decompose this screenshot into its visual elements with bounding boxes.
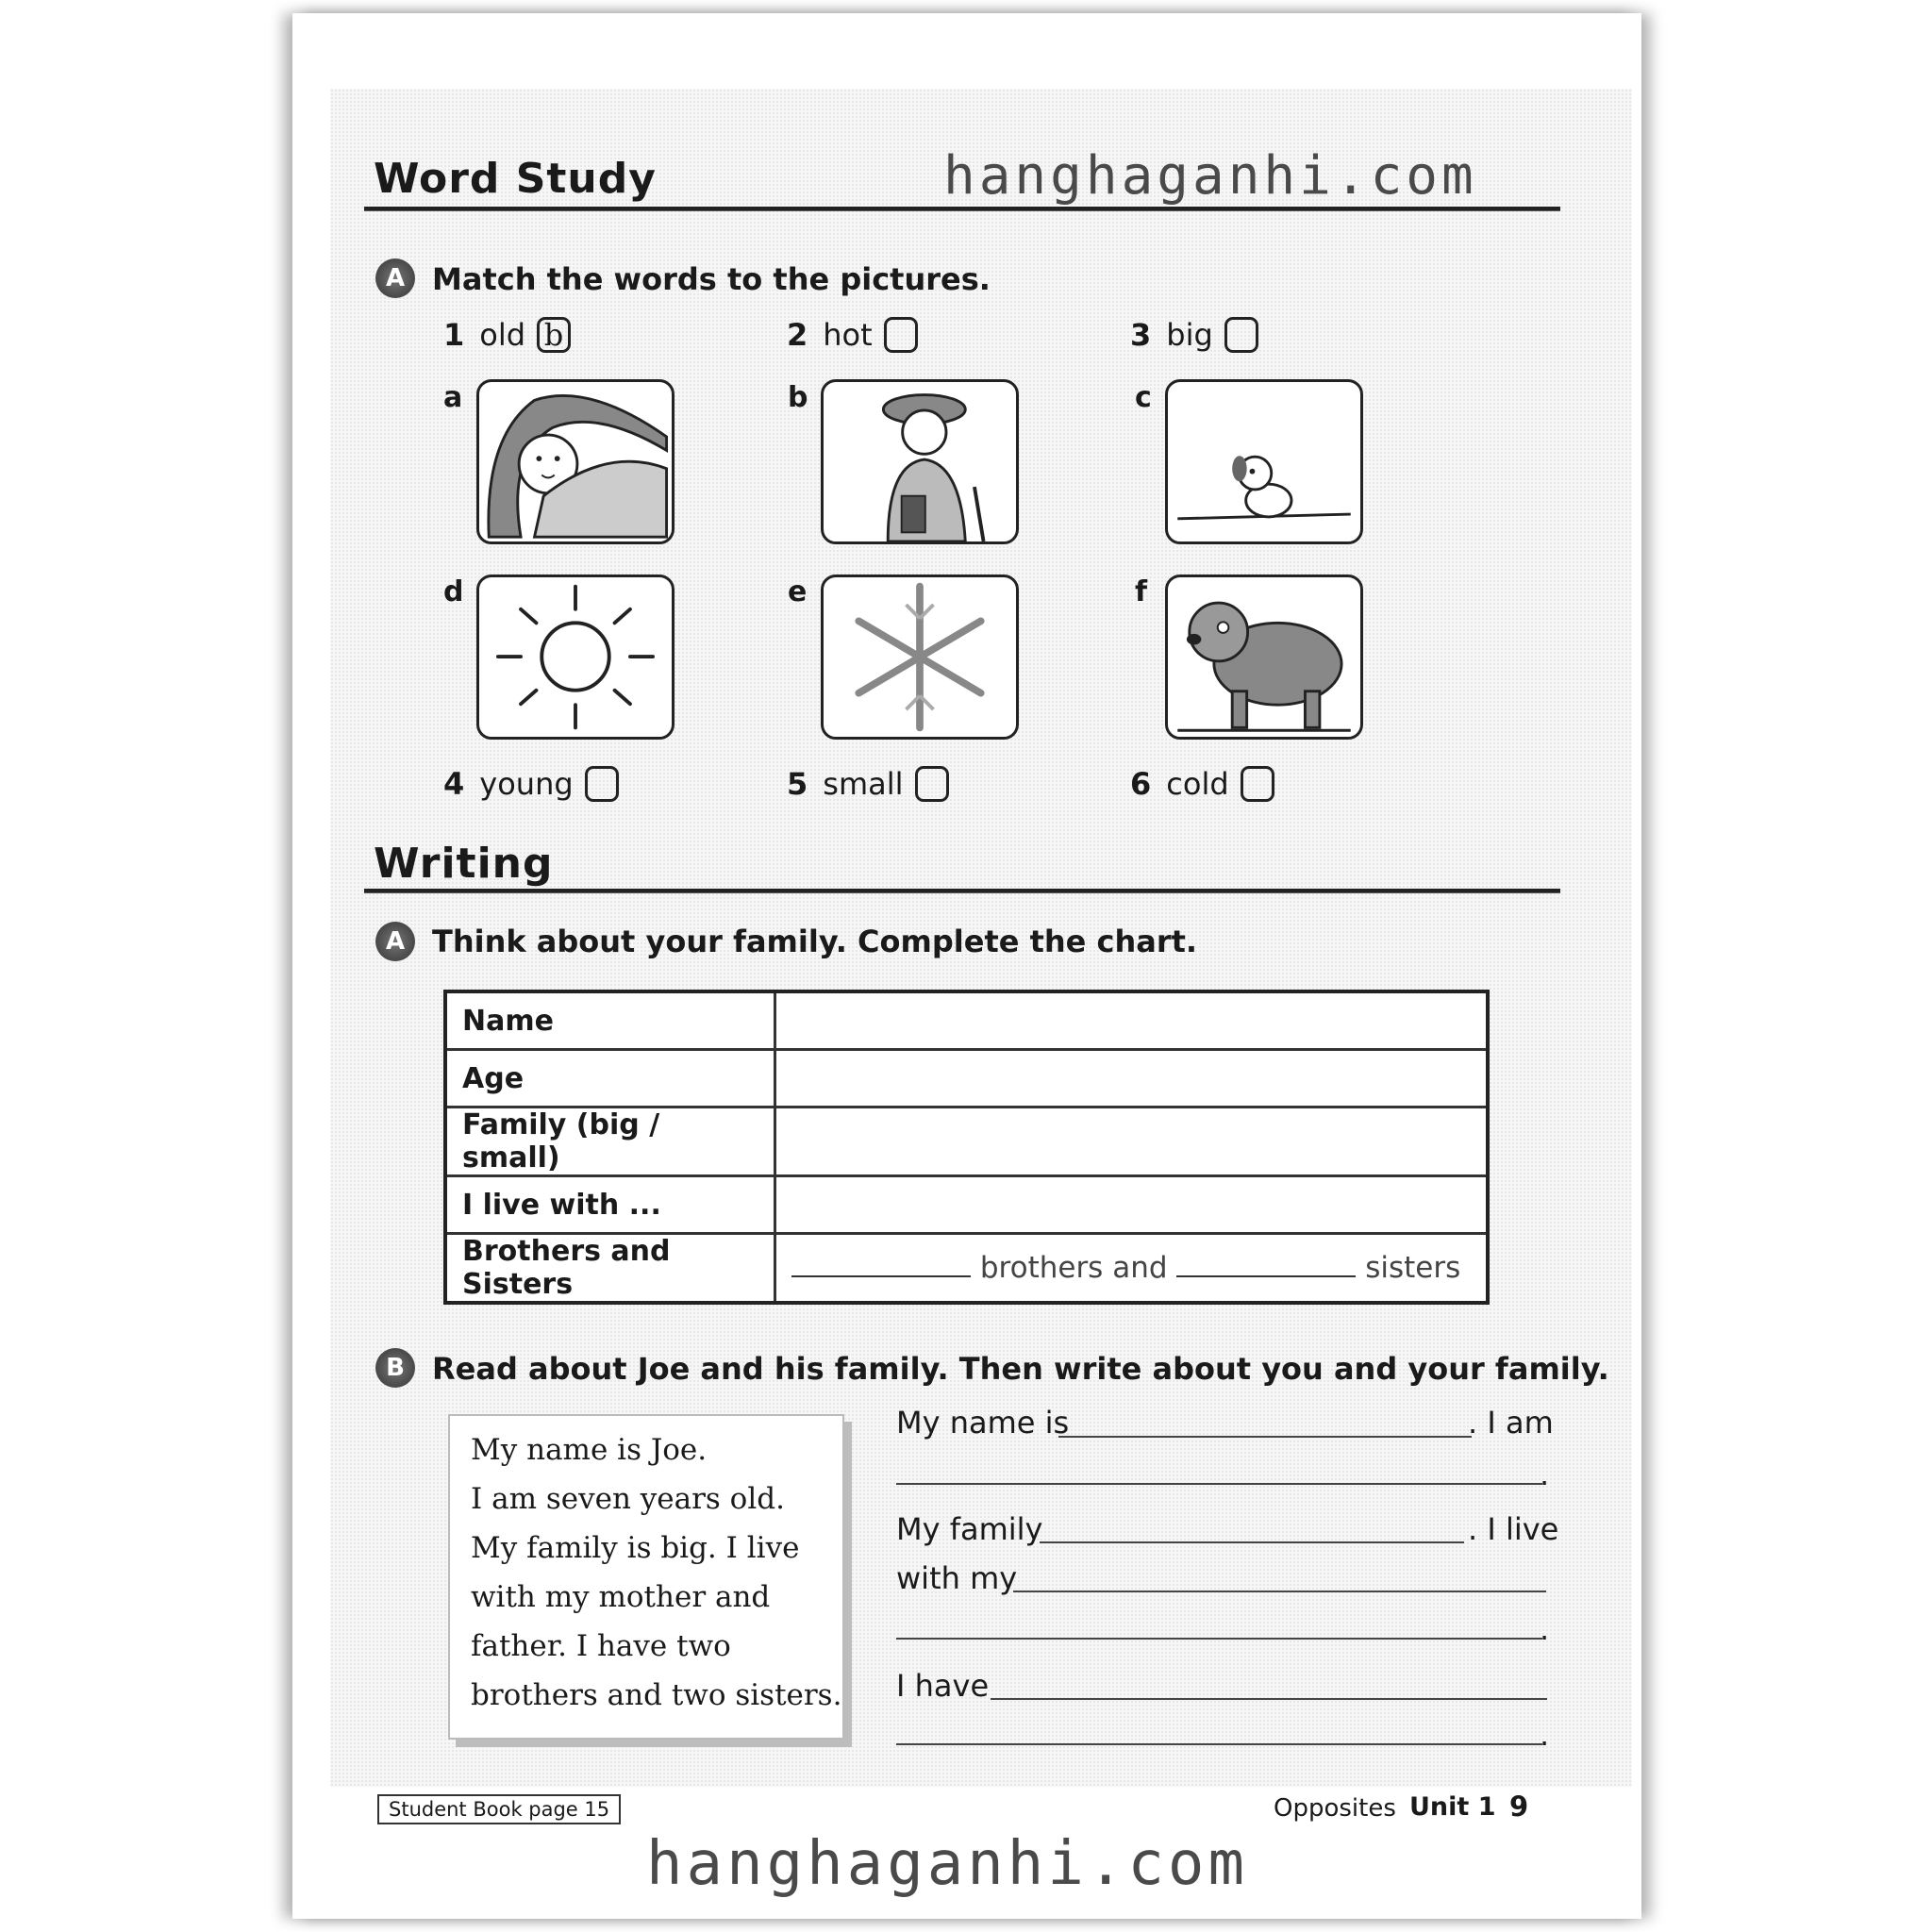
brothers-and-text: brothers and [979,1251,1168,1285]
family-blank[interactable] [1040,1541,1464,1543]
picture-f [1165,575,1363,740]
period-1: . [1540,1457,1550,1492]
live-with-blank-2[interactable] [896,1638,1542,1640]
answer-box[interactable] [585,766,619,802]
picture-e [821,575,1019,740]
picture-label-b: b [788,381,808,414]
table-row [445,1176,1488,1234]
joe-line: brothers and two sisters. [471,1678,842,1712]
baby-in-cradle-icon [479,382,672,541]
match-instruction: Match the words to the pictures. [432,261,991,297]
answer-box[interactable] [884,317,918,353]
word-item-6 [1130,766,1274,802]
joe-text-box [448,1414,844,1740]
word-study-rule [364,207,1560,211]
picture-label-a: a [443,381,463,414]
word-item-4 [443,766,619,802]
word-item-5 [787,766,949,802]
page-number: 9 [1509,1790,1529,1823]
picture-d [476,575,675,740]
joe-line: My name is Joe. [471,1433,708,1467]
table-row [445,1234,1488,1304]
word-number: 4 [443,766,465,802]
brothers-blank[interactable] [791,1274,971,1277]
exercise-badge-b: B [375,1348,415,1388]
prompt-i-live: . I live [1468,1511,1559,1547]
word-text: small [823,766,904,802]
watermark-bottom: hanghaganhi.com [646,1829,1248,1899]
joe-line: My family is big. I live [471,1531,800,1565]
age-blank[interactable] [896,1483,1542,1485]
student-book-reference: Student Book page 15 [377,1794,621,1824]
prompt-my-name: My name is [896,1405,1070,1441]
worksheet-page [292,13,1641,1919]
answer-box[interactable]: b [537,317,571,353]
answer-box[interactable] [1241,766,1274,802]
word-item-1 [443,317,571,353]
chart-label-live-with: I live with ... [445,1176,775,1234]
word-item-3 [1130,317,1258,353]
period-3: . [1540,1717,1550,1753]
snowflake-icon [824,577,1016,737]
answer-box[interactable] [1224,317,1258,353]
word-item-2 [787,317,918,353]
chart-label-family-size: Family (big / small) [445,1108,775,1176]
table-row [445,1108,1488,1176]
read-instruction: Read about Joe and his family. Then write about you and your family. [432,1351,1609,1387]
picture-a [476,379,675,544]
prompt-my-family: My family [896,1511,1043,1547]
family-chart [443,990,1490,1305]
picture-label-f: f [1135,575,1148,608]
watermark-top: hanghaganhi.com [943,145,1477,207]
answer-box[interactable] [915,766,949,802]
chart-input-siblings[interactable] [775,1234,1489,1304]
exercise-badge-a: A [375,258,415,298]
picture-c [1165,379,1363,544]
prompt-with-my: with my [896,1560,1018,1596]
word-text: hot [823,317,873,353]
chart-input-live-with[interactable] [775,1176,1489,1234]
joe-line: with my mother and [471,1580,771,1614]
chart-label-name: Name [445,991,775,1050]
picture-label-e: e [788,575,808,608]
chart-input-name[interactable] [775,991,1489,1050]
picture-label-c: c [1135,381,1152,414]
writing-rule [364,889,1560,893]
word-number: 6 [1130,766,1152,802]
name-blank[interactable] [1058,1436,1472,1438]
joe-line: father. I have two [471,1629,731,1663]
chart-instruction: Think about your family. Complete the chart. [432,924,1198,959]
word-number: 5 [787,766,808,802]
prompt-i-am: . I am [1468,1405,1554,1441]
sun-icon [479,577,672,737]
word-number: 2 [787,317,808,353]
sisters-blank[interactable] [1176,1274,1356,1277]
word-study-title: Word Study [374,155,657,203]
sisters-text: sisters [1365,1251,1461,1285]
word-number: 1 [443,317,465,353]
old-woman-icon [824,382,1016,541]
picture-b [821,379,1019,544]
exercise-badge-a2: A [375,922,415,961]
chart-input-age[interactable] [775,1050,1489,1108]
joe-line: I am seven years old. [471,1482,785,1516]
chart-label-age: Age [445,1050,775,1108]
word-text: old [479,317,526,353]
chart-label-siblings: Brothers and Sisters [445,1234,775,1304]
unit-label: Unit 1 [1409,1792,1496,1822]
have-blank[interactable] [991,1698,1547,1700]
have-blank-2[interactable] [896,1743,1542,1745]
table-row [445,991,1488,1050]
small-dog-icon [1168,382,1360,541]
period-2: . [1540,1611,1550,1647]
word-number: 3 [1130,317,1152,353]
prompt-i-have: I have [896,1668,990,1704]
big-dog-icon [1168,577,1360,737]
chart-input-family-size[interactable] [775,1108,1489,1176]
word-text: young [479,766,574,802]
table-row [445,1050,1488,1108]
unit-name: Opposites [1274,1794,1396,1823]
word-text: cold [1166,766,1229,802]
picture-label-d: d [443,575,464,608]
writing-title: Writing [374,840,554,888]
word-text: big [1166,317,1213,353]
live-with-blank[interactable] [1013,1591,1546,1592]
